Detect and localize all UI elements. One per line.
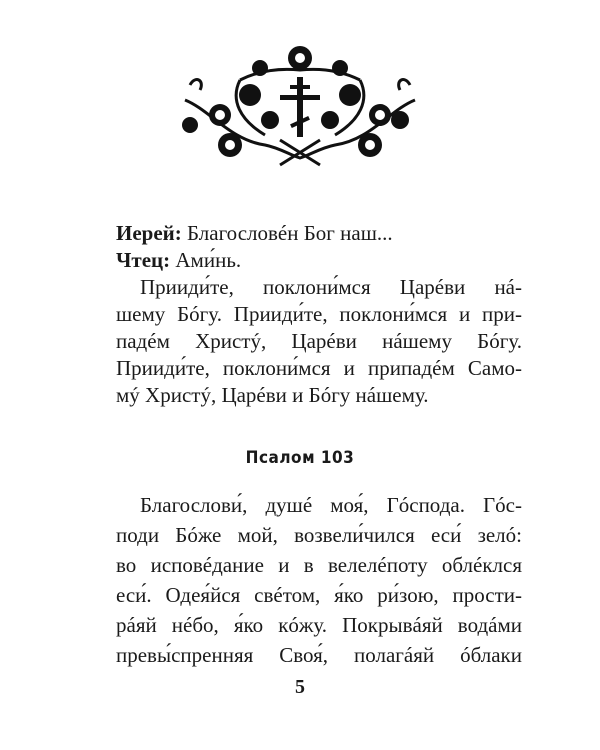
page-number: 5: [295, 676, 305, 698]
text-line: во исповéдание и в велелéпоту облéклся: [116, 553, 522, 577]
psalm-title: Псалом 103: [245, 448, 355, 468]
text-line: превы́спренняя Своя́, полагáяй óблаки: [116, 643, 522, 667]
text-line: мý Христý, Царéви и Бóгу нáшему.: [116, 383, 429, 407]
text-line: шему Бóгу. Прииди́те, поклони́мся и при-: [116, 302, 522, 326]
orthodox-cross-icon: [280, 77, 320, 137]
intro-line-priest: [116, 220, 522, 246]
text-line: Благослови́, душé моя́, Гóспода. Гóс-: [140, 493, 522, 517]
speaker-label: Чтец:: [116, 248, 171, 272]
line-text: Ами́нь.: [170, 248, 242, 272]
intro-line-reader: [116, 247, 522, 273]
text-line: поди Бóже мой, возвели́чился еси́ зелó:: [116, 523, 522, 547]
text-line: рáяй нéбо, я́ко кóжу. Покрывáяй водáми: [116, 613, 522, 637]
text-line: падéм Христý, Царéви нáшему Бóгу.: [116, 329, 522, 353]
text-line: еси́. Одея́йся свéтом, я́ко ри́зою, прости-: [116, 583, 522, 607]
text-line: Прииди́те, поклони́мся и припадéм Само-: [116, 356, 522, 380]
text-line: Прииди́те, поклони́мся Царéви нá-: [140, 275, 522, 299]
speaker-label: Иерей:: [116, 221, 182, 245]
cross-vine-ornament: [170, 40, 430, 170]
line-text: Благословéн Бог наш...: [181, 221, 393, 245]
